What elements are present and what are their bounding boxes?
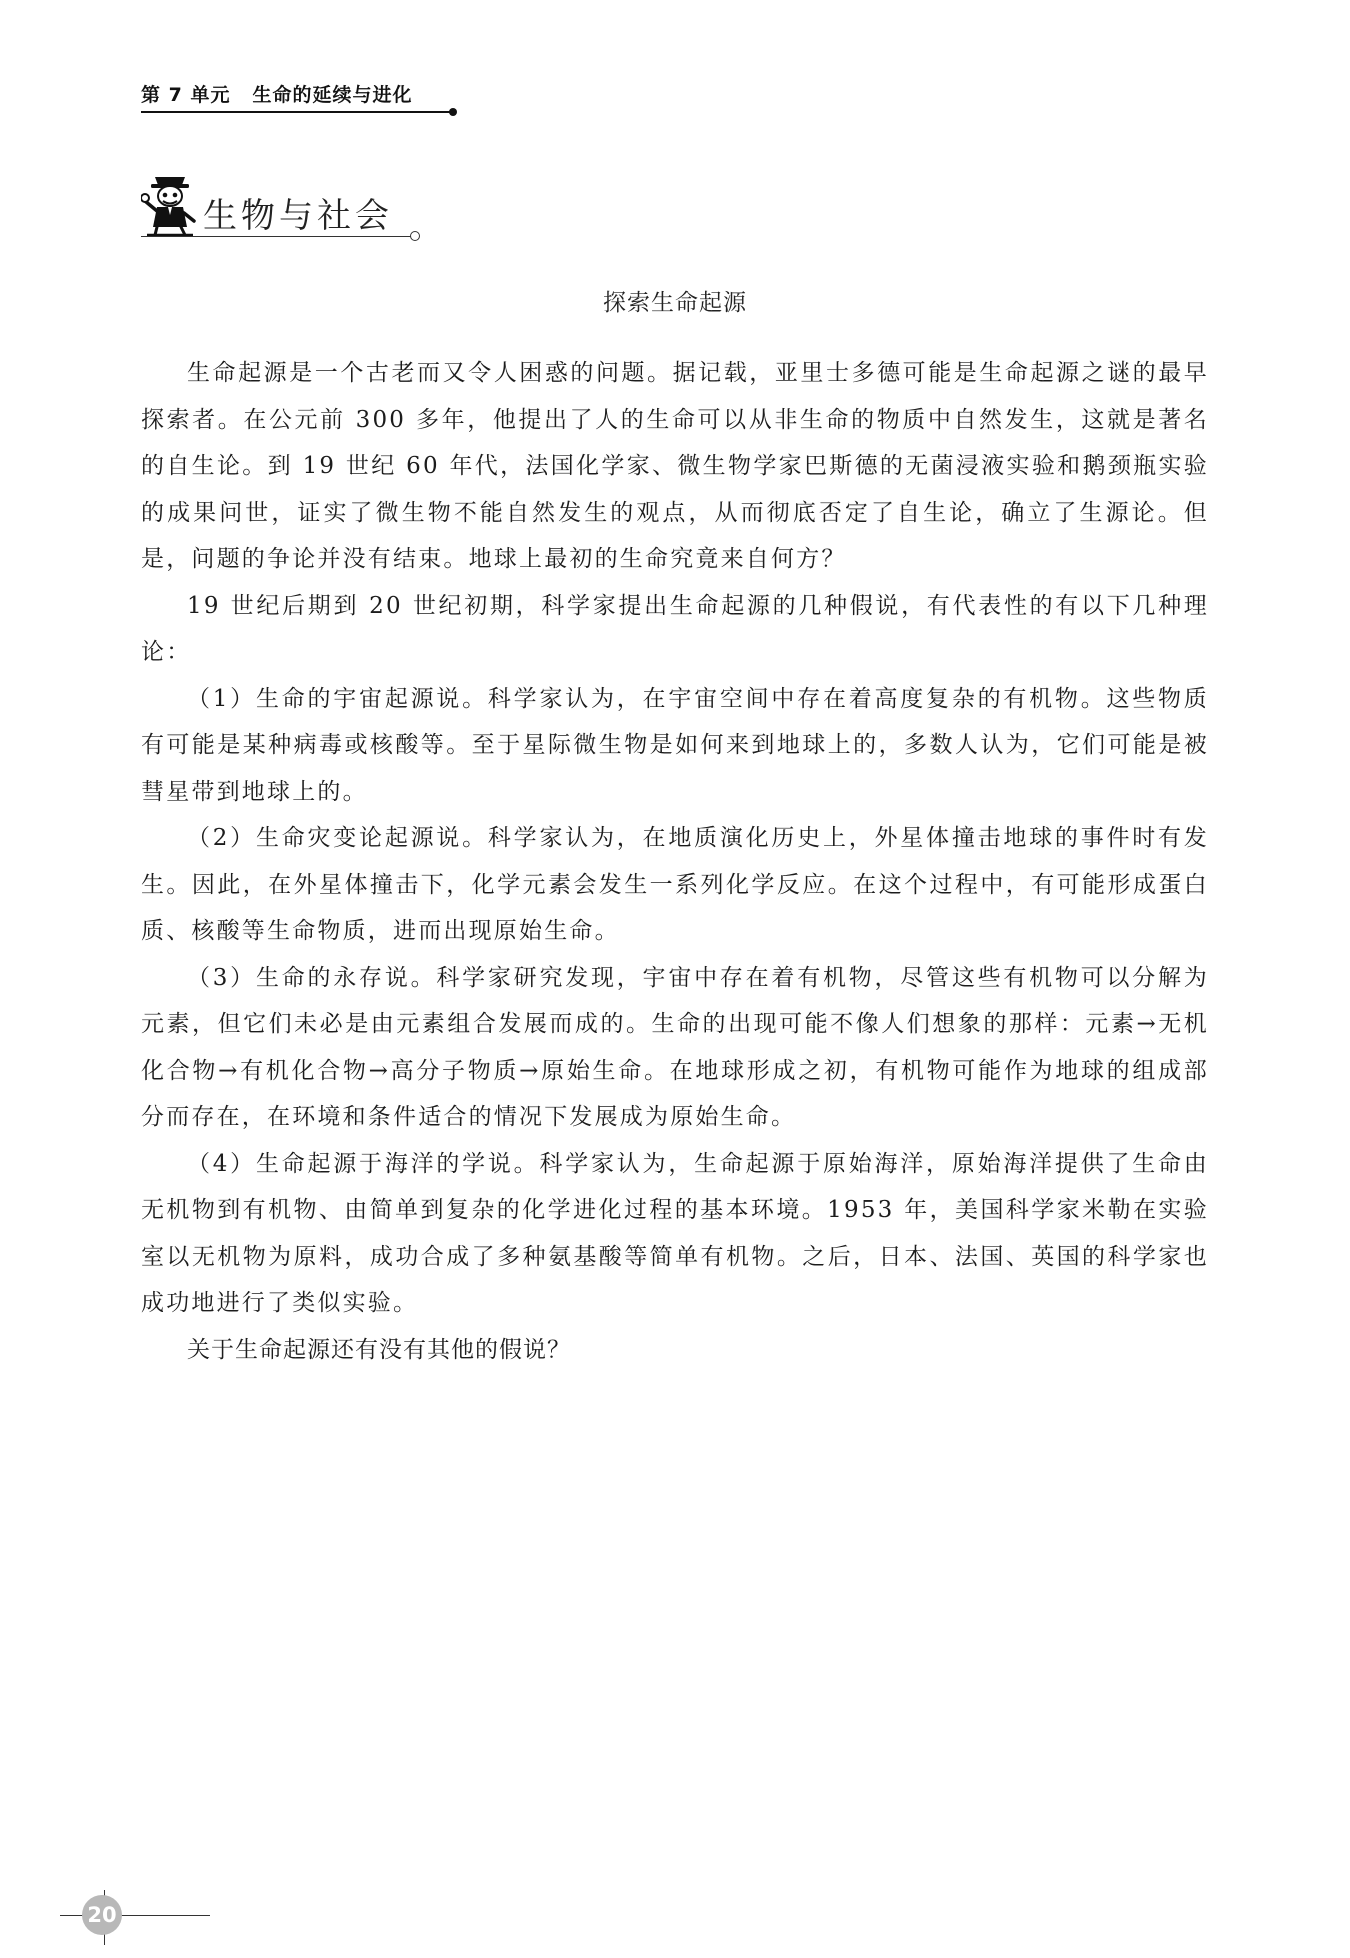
article-title: 探索生命起源 xyxy=(603,290,747,316)
page-number: 20 xyxy=(82,1895,122,1935)
paragraph-hypothesis-2: （2）生命灾变论起源说。科学家认为，在地质演化历史上，外星体撞击地球的事件时有发生。因此，在外星体撞击下，化学元素会发生一系列化学反应。在这个过程中，有可能形成蛋白质、核酸等生命物质，进而出现原始生命。 xyxy=(141,825,1209,944)
paragraph-intro: 生命起源是一个古老而又令人困惑的问题。据记载，亚里士多德可能是生命起源之谜的最早探索者。在公元前 300 多年，他提出了人的生命可以从非生命的物质中自然发生，这就是著名的自生论。到 19 世纪 60 年代，法国化学家、微生物学家巴斯德的无菌浸液实验和鹅颈瓶实验的成果问世，证实了微生物不能自然发生的观点，从而彻底否定了自生论，确立了生源论。但是，问题的争论并没有结束。地球上最初的生命究竟来自何方？ xyxy=(141,360,1209,572)
closing-question: 关于生命起源还有没有其他的假说？ xyxy=(187,1336,571,1363)
header-rule xyxy=(141,111,453,113)
paragraph-hypothesis-1: （1）生命的宇宙起源说。科学家认为，在宇宙空间中存在着高度复杂的有机物。这些物质有可能是某种病毒或核酸等。至于星际微生物是如何来到地球上的，多数人认为，它们可能是被彗星带到地球上的。 xyxy=(141,685,1209,805)
paragraph-hypotheses-intro: 19 世纪后期到 20 世纪初期，科学家提出生命起源的几种假说，有代表性的有以下几种理论： xyxy=(141,592,1209,665)
section-rule-ring xyxy=(410,231,420,241)
section-rule xyxy=(141,236,411,237)
header-rule-dot xyxy=(449,108,457,116)
paragraph-hypothesis-3: （3）生命的永存说。科学家研究发现，宇宙中存在着有机物，尽管这些有机物可以分解为元素，但它们未必是由元素组合发展而成的。生命的出现可能不像人们想象的那样：元素→无机化合物→有机化合物→高分子物质→原始生命。在地球形成之初，有机物可能作为地球的组成部分而存在，在环境和条件适合的情况下发展成为原始生命。 xyxy=(141,964,1209,1130)
article-body xyxy=(141,350,1209,1373)
running-head xyxy=(141,80,412,107)
section-title: 生物与社会 xyxy=(203,196,393,236)
paragraph-hypothesis-4: （4）生命起源于海洋的学说。科学家认为，生命起源于原始海洋，原始海洋提供了生命由无机物到有机物、由简单到复杂的化学进化过程的基本环境。1953 年，美国科学家米勒在实验室以无机物为原料，成功合成了多种氨基酸等简单有机物。之后，日本、法国、英国的科学家也成功地进行了类似实验。 xyxy=(141,1150,1209,1316)
scientist-mascot-icon xyxy=(141,165,199,237)
unit-label: 第 7 单元 xyxy=(141,84,231,106)
chapter-title: 生命的延续与进化 xyxy=(252,84,413,106)
